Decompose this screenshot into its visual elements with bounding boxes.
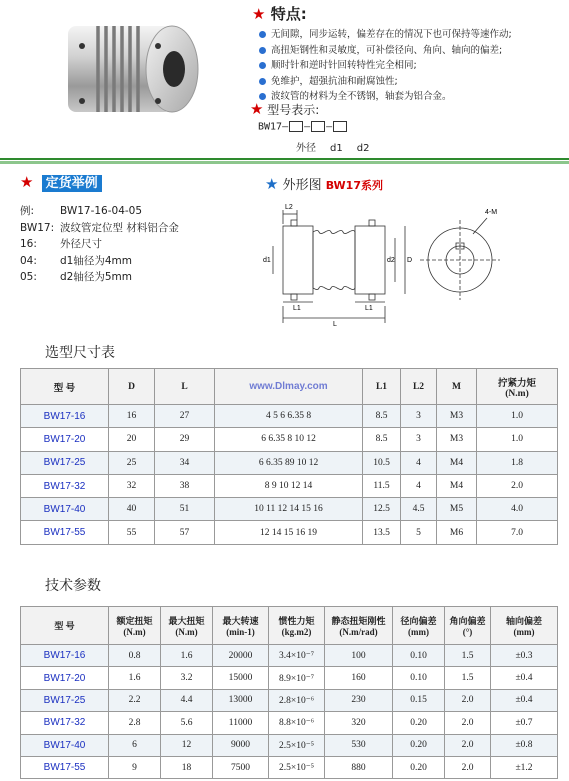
table-cell: 530 [325,734,393,756]
features-title-text: 特点: [270,5,307,23]
table-cell: ±0.7 [491,712,558,734]
dimension-drawing [255,198,555,333]
table-cell: 9000 [213,734,269,756]
table-header-d1d2 [215,369,363,405]
table-cell: 7.0 [477,521,558,544]
model-cell: BW17-32 [21,712,109,734]
table-cell: M4 [437,451,477,474]
table-header: L2 [401,369,437,405]
table-cell: 1.5 [445,667,491,689]
drawing-label-d2: d2 [387,257,395,264]
model-cell: BW17-55 [21,521,109,544]
table-cell: 32 [109,474,155,497]
table-cell: 0.20 [393,734,445,756]
table-header: 惯性力矩 (kg.m2) [269,607,325,645]
model-code-prefix: BW17— [258,121,289,133]
table-header: L1 [363,369,401,405]
table-cell: 18 [161,756,213,778]
drawing-label-l1: L1 [293,305,301,312]
model-box [289,121,303,132]
model-label: 外径 [296,143,316,154]
feature-item: 无间隙，同步运转，偏差存在的情况下也可保持等速作动; [257,27,567,43]
table-cell: 3.2 [161,667,213,689]
table-cell: 1.6 [109,667,161,689]
table-row [21,734,558,756]
drawing-label-l1: L1 [365,305,373,312]
table-cell: 10 11 12 14 15 16 [215,498,363,521]
table-cell: 1.6 [161,645,213,667]
table-cell: ±0.3 [491,645,558,667]
model-cell: BW17-20 [21,667,109,689]
star-icon: ★ [265,175,279,193]
feature-item: 高扭矩钢性和灵敏度，可补偿径向、角向、轴向的偏差; [257,43,567,59]
table-cell: 2.8×10⁻⁶ [269,689,325,711]
table-cell: 34 [155,451,215,474]
table-header: M [437,369,477,405]
table-cell: 29 [155,428,215,451]
table-row [21,521,558,544]
table-row [21,405,558,428]
order-example [20,203,179,286]
table-cell: 4 [401,451,437,474]
model-cell: BW17-32 [21,474,109,497]
model-cell: BW17-20 [21,428,109,451]
model-cell: BW17-16 [21,405,109,428]
table-header: 型 号 [21,369,109,405]
drawing-label-d1: d1 [263,257,271,264]
order-line: 16: 外径尺寸 [20,238,102,250]
table-cell: ±0.4 [491,689,558,711]
features-list [257,27,567,105]
section-divider [0,158,569,164]
table-cell: 40 [109,498,155,521]
model-cell: BW17-40 [21,498,109,521]
drawing-label-m: 4-M [485,209,498,216]
model-title [250,101,319,118]
model-box [333,121,347,132]
table-cell: ±0.4 [491,667,558,689]
model-box [311,121,325,132]
table-cell: M3 [437,428,477,451]
table-cell: 2.0 [445,734,491,756]
table-cell: 38 [155,474,215,497]
table-cell: ±0.8 [491,734,558,756]
table-cell: ±1.2 [491,756,558,778]
table-cell: 4 5 6 6.35 8 [215,405,363,428]
table-cell: 1.5 [445,645,491,667]
table-cell: 12.5 [363,498,401,521]
table-cell: 11000 [213,712,269,734]
table-cell: 51 [155,498,215,521]
table-cell: 4.4 [161,689,213,711]
table-cell: 3.4×10⁻⁷ [269,645,325,667]
order-line: 04: d1轴径为4mm [20,254,132,267]
table-cell: 160 [325,667,393,689]
table-cell: M5 [437,498,477,521]
model-cell: BW17-25 [21,689,109,711]
table-cell: 0.10 [393,667,445,689]
table-header: 径向偏差 (mm) [393,607,445,645]
table-cell: 5 [401,521,437,544]
table-row [21,428,558,451]
table-row [21,689,558,711]
model-title-text: 型号表示: [267,103,320,117]
table-row [21,451,558,474]
order-line: 例: BW17-16-04-05 [20,205,143,217]
table-cell: 8.5 [363,428,401,451]
bullet-icon [259,93,266,100]
table-cell: 100 [325,645,393,667]
table-cell: 2.0 [445,689,491,711]
table-cell: M3 [437,405,477,428]
table-cell: 12 [161,734,213,756]
model-cell: BW17-16 [21,645,109,667]
feature-item: 波纹管的材料为全不锈钢，轴套为铝合金。 [257,89,567,105]
table-cell: 0.20 [393,756,445,778]
table-cell: 8 9 10 12 14 [215,474,363,497]
table-cell: 20000 [213,645,269,667]
table-header: D [109,369,155,405]
drawing-series: BW17系列 [325,179,383,192]
table-cell: 6 [109,734,161,756]
table-header: 最大转速 (min-1) [213,607,269,645]
table-cell: 13000 [213,689,269,711]
table-cell: 8.5 [363,405,401,428]
table-header: 拧紧力矩 (N.m) [477,369,558,405]
bullet-icon [259,47,266,54]
table-cell: 4 [401,474,437,497]
table-cell: 15000 [213,667,269,689]
bullet-icon [259,31,266,38]
tech-params-table [20,606,558,779]
order-title-badge: 定货举例 [42,175,102,192]
table-cell: 4.0 [477,498,558,521]
table-cell: 57 [155,521,215,544]
model-label: d1 [330,143,343,154]
drawing-title-text: 外形图 [282,178,322,193]
table-cell: 13.5 [363,521,401,544]
feature-item: 免维护，超强抗油和耐腐蚀性; [257,74,567,90]
table-cell: M4 [437,474,477,497]
table-cell: 4.5 [401,498,437,521]
table-cell: 880 [325,756,393,778]
drawing-label-d: D [407,257,413,264]
table-row [21,645,558,667]
features-title [252,3,307,24]
table1-title: 选型尺寸表 [45,345,115,361]
table-cell: 5.6 [161,712,213,734]
table-cell: 0.10 [393,645,445,667]
table-cell: 20 [109,428,155,451]
table-cell: 8.9×10⁻⁷ [269,667,325,689]
table-cell: 3 [401,405,437,428]
table-cell: 0.8 [109,645,161,667]
table-header: 轴向偏差 (mm) [491,607,558,645]
table-cell: 8.8×10⁻⁶ [269,712,325,734]
coupling-product-photo [40,6,205,126]
table-cell: 9 [109,756,161,778]
model-code: BW17— — — [258,121,348,133]
bullet-icon [259,78,266,85]
table-header: 静态扭矩刚性 (N.m/rad) [325,607,393,645]
table-cell: 10.5 [363,451,401,474]
table-header: 最大扭矩 (N.m) [161,607,213,645]
size-table [20,368,558,545]
table-cell: 16 [109,405,155,428]
table-cell: 55 [109,521,155,544]
table-cell: 6 6.35 89 10 12 [215,451,363,474]
star-icon: ★ [252,5,266,23]
table-header: 型 号 [21,607,109,645]
order-line: 05: d2轴径为5mm [20,271,132,283]
table-cell: 2.0 [445,756,491,778]
drawing-label-l: L [333,321,337,328]
order-title [20,172,102,191]
table-cell: 3 [401,428,437,451]
table-cell: M6 [437,521,477,544]
table2-title: 技术参数 [45,578,101,594]
table-cell: 1.8 [477,451,558,474]
drawing-title [265,174,383,193]
table-cell: 12 14 15 16 19 [215,521,363,544]
table-cell: 230 [325,689,393,711]
table-cell: 7500 [213,756,269,778]
table-cell: 2.0 [445,712,491,734]
table-cell: 2.2 [109,689,161,711]
table-cell: 1.0 [477,428,558,451]
watermark: www.Dlmay.com [249,381,328,392]
table-cell: 2.8 [109,712,161,734]
table-cell: 0.15 [393,689,445,711]
model-cell: BW17-25 [21,451,109,474]
table-cell: 320 [325,712,393,734]
table-row [21,667,558,689]
feature-item: 顺时针和逆时针回转特性完全相同; [257,58,567,74]
table-header: 角向偏差 (°) [445,607,491,645]
table-row [21,756,558,778]
model-cell: BW17-55 [21,756,109,778]
table-cell: 2.5×10⁻⁵ [269,734,325,756]
table-header: 额定扭矩 (N.m) [109,607,161,645]
model-label: d2 [356,143,370,154]
bullet-icon [259,62,266,69]
star-icon: ★ [20,173,34,191]
table-cell: 25 [109,451,155,474]
table-cell: 6 6.35 8 10 12 [215,428,363,451]
table-header: L [155,369,215,405]
table-cell: 11.5 [363,474,401,497]
table-cell: 2.0 [477,474,558,497]
model-cell: BW17-40 [21,734,109,756]
table-cell: 2.5×10⁻⁵ [269,756,325,778]
drawing-label-l2: L2 [285,204,293,211]
table-row [21,712,558,734]
table-cell: 1.0 [477,405,558,428]
order-line: BW17: 波纹管定位型 材料铝合金 [20,221,179,234]
table-row [21,474,558,497]
table-cell: 27 [155,405,215,428]
star-icon: ★ [250,100,264,118]
table-cell: 0.20 [393,712,445,734]
table-row [21,498,558,521]
model-labels [296,139,383,154]
